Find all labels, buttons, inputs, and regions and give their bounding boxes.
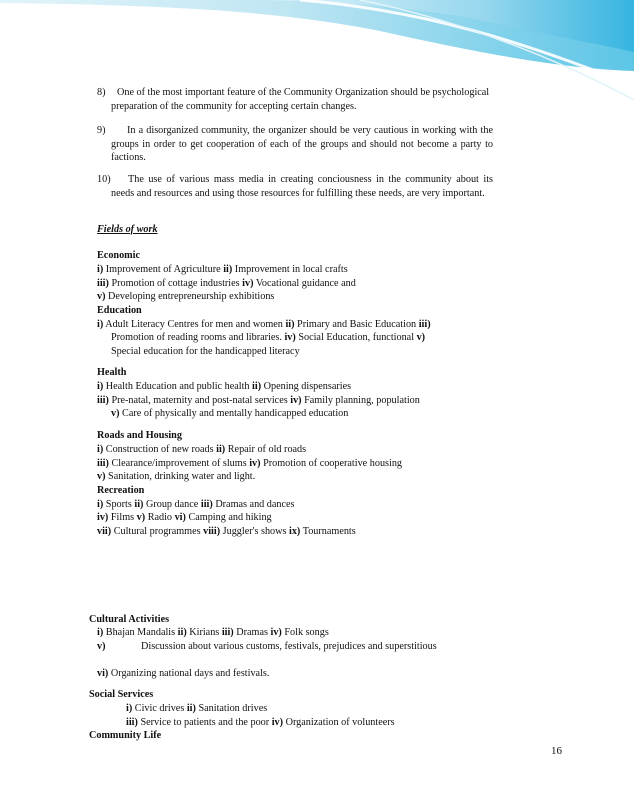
economic-line-3: v) Developing entrepreneurship exhibitions <box>97 291 275 302</box>
page-number: 16 <box>551 745 562 757</box>
point-10 <box>97 173 493 200</box>
point-9-text: In a disorganized community, the organizer should be very cautious in working with the groups in order to get cooperation of each of the groups and should not become a party to factions. <box>111 125 493 163</box>
recreation-line-2: iv) Films v) Radio vi) Camping and hiking <box>97 512 272 523</box>
roads-housing-heading: Roads and Housing <box>97 430 182 441</box>
cultural-item-v-text: Discussion about various customs, festivals, prejudices and superstitious <box>141 641 437 652</box>
roads-line-2: iii) Clearance/improvement of slums iv) Promotion of cooperative housing <box>97 458 403 469</box>
social-services-heading: Social Services <box>89 689 154 700</box>
point-9 <box>97 124 493 165</box>
health-line-1: i) Health Education and public health ii) Opening dispensaries <box>97 381 352 392</box>
fields-of-work-heading: Fields of work <box>97 224 158 235</box>
community-life-heading: Community Life <box>89 730 162 741</box>
point-8-text: One of the most important feature of the Community Organization should be psychological preparation of the community for accepting certain changes. <box>111 87 490 112</box>
economic-heading: Economic <box>97 250 141 261</box>
social-line-2: iii) Service to patients and the poor iv) Organization of volunteers <box>126 717 395 728</box>
point-9-number: 9) <box>97 125 106 136</box>
health-heading: Health <box>97 367 127 378</box>
point-10-text: The use of various mass media in creating conciousness in the community about its needs and resources and using those resources for fulfilling these needs, are very important. <box>111 174 493 199</box>
cultural-activities-heading: Cultural Activities <box>89 614 170 625</box>
recreation-heading: Recreation <box>97 485 145 496</box>
economic-line-2: iii) Promotion of cottage industries iv) Vocational guidance and <box>97 278 356 289</box>
point-8-number: 8) <box>97 87 106 98</box>
roads-line-3: v) Sanitation, drinking water and light. <box>97 471 256 482</box>
education-line-1: i) Adult Literacy Centres for men and women ii) Primary and Basic Education iii) <box>97 319 431 330</box>
point-10-number: 10) <box>97 174 111 185</box>
point-8 <box>97 86 493 113</box>
social-line-1: i) Civic drives ii) Sanitation drives <box>126 703 268 714</box>
recreation-line-3: vii) Cultural programmes viii) Juggler's shows ix) Tournaments <box>97 526 356 537</box>
education-line-2: Promotion of reading rooms and libraries. iv) Social Education, functional v) <box>111 332 426 343</box>
cultural-item-v: v) Discussion about various customs, festivals, prejudices and superstitious <box>97 640 459 654</box>
cultural-line-1: i) Bhajan Mandalis ii) Kirians iii) Dramas iv) Folk songs <box>97 627 329 638</box>
education-line-3: Special education for the handicapped literacy <box>111 346 300 357</box>
education-heading: Education <box>97 305 142 316</box>
health-line-2: iii) Pre-natal, maternity and post-natal services iv) Family planning, population <box>97 395 420 406</box>
cultural-line-3: vi) Organizing national days and festivals. <box>97 668 270 679</box>
economic-line-1: i) Improvement of Agriculture ii) Improvement in local crafts <box>97 264 348 275</box>
recreation-line-1: i) Sports ii) Group dance iii) Dramas and dances <box>97 499 295 510</box>
health-line-3: v) Care of physically and mentally handicapped education <box>111 408 349 419</box>
roads-line-1: i) Construction of new roads ii) Repair of old roads <box>97 444 307 455</box>
